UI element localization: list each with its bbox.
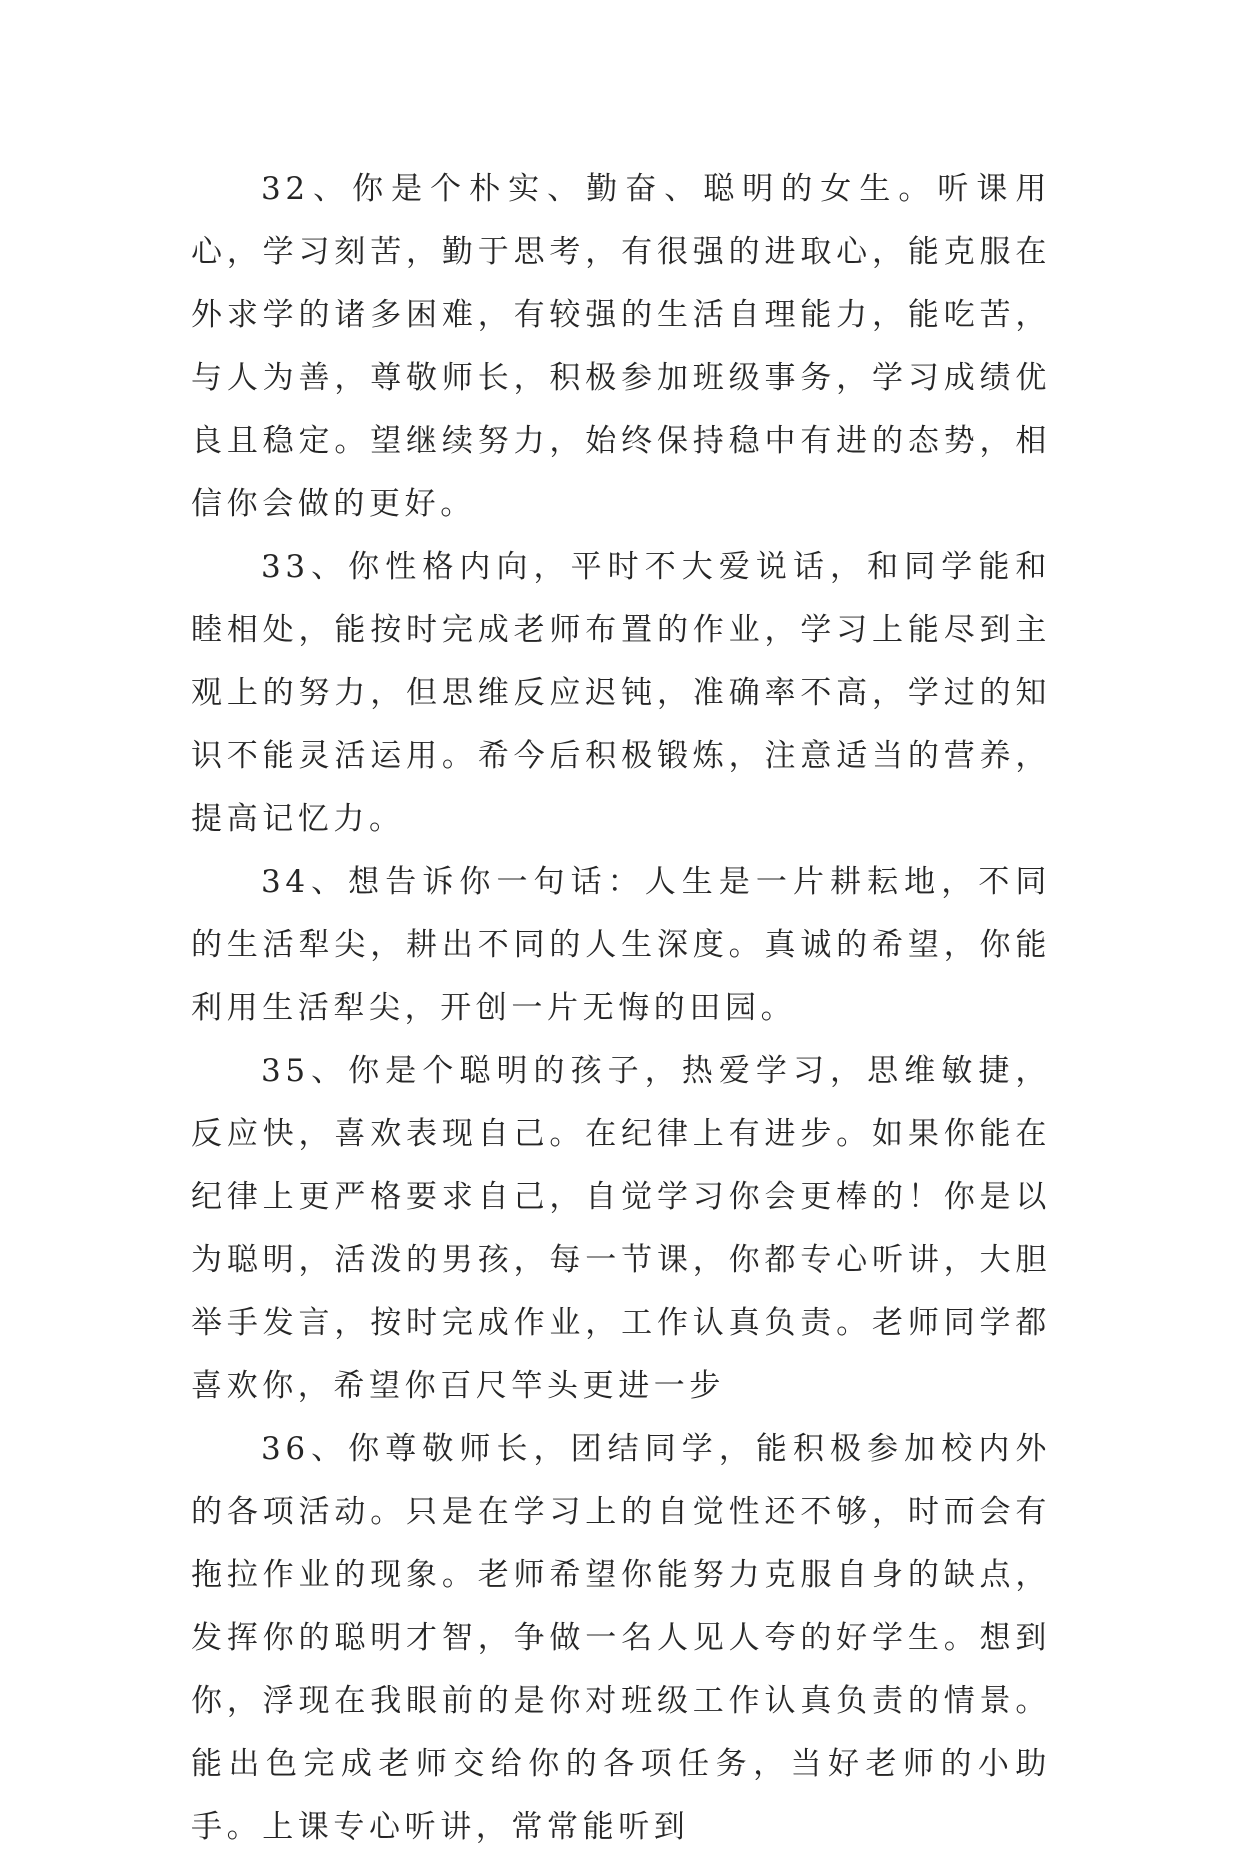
paragraph-35: 35、你是个聪明的孩子，热爱学习，思维敏捷，反应快，喜欢表现自己。在纪律上有进步。如果你能在纪律上更严格要求自己，自觉学习你会更棒的！你是以为聪明，活泼的男孩，每一节课，你都专心听讲，大胆举手发言，按时完成作业，工作认真负责。老师同学都喜欢你，希望你百尺竿头更进一步 [191, 1053, 1051, 1404]
paragraph-34: 34、想告诉你一句话：人生是一片耕耘地，不同的生活犁尖，耕出不同的人生深度。真诚的希望，你能利用生活犁尖，开创一片无悔的田园。 [191, 864, 1051, 1026]
document-body [191, 158, 1051, 1859]
paragraph-36: 36、你尊敬师长，团结同学，能积极参加校内外的各项活动。只是在学习上的自觉性还不够，时而会有拖拉作业的现象。老师希望你能努力克服自身的缺点，发挥你的聪明才智，争做一名人见人夸的好学生。想到你，浮现在我眼前的是你对班级工作认真负责的情景。能出色完成老师交给你的各项任务，当好老师的小助手。上课专心听讲，常常能听到 [191, 1431, 1051, 1845]
paragraph-33: 33、你性格内向，平时不大爱说话，和同学能和睦相处，能按时完成老师布置的作业，学习上能尽到主观上的努力，但思维反应迟钝，准确率不高，学过的知识不能灵活运用。希今后积极锻炼，注意适当的营养，提高记忆力。 [191, 549, 1051, 837]
paragraph-32: 32、你是个朴实、勤奋、聪明的女生。听课用心，学习刻苦，勤于思考，有很强的进取心，能克服在外求学的诸多困难，有较强的生活自理能力，能吃苦，与人为善，尊敬师长，积极参加班级事务，学习成绩优良且稳定。望继续努力，始终保持稳中有进的态势，相信你会做的更好。 [191, 171, 1051, 522]
